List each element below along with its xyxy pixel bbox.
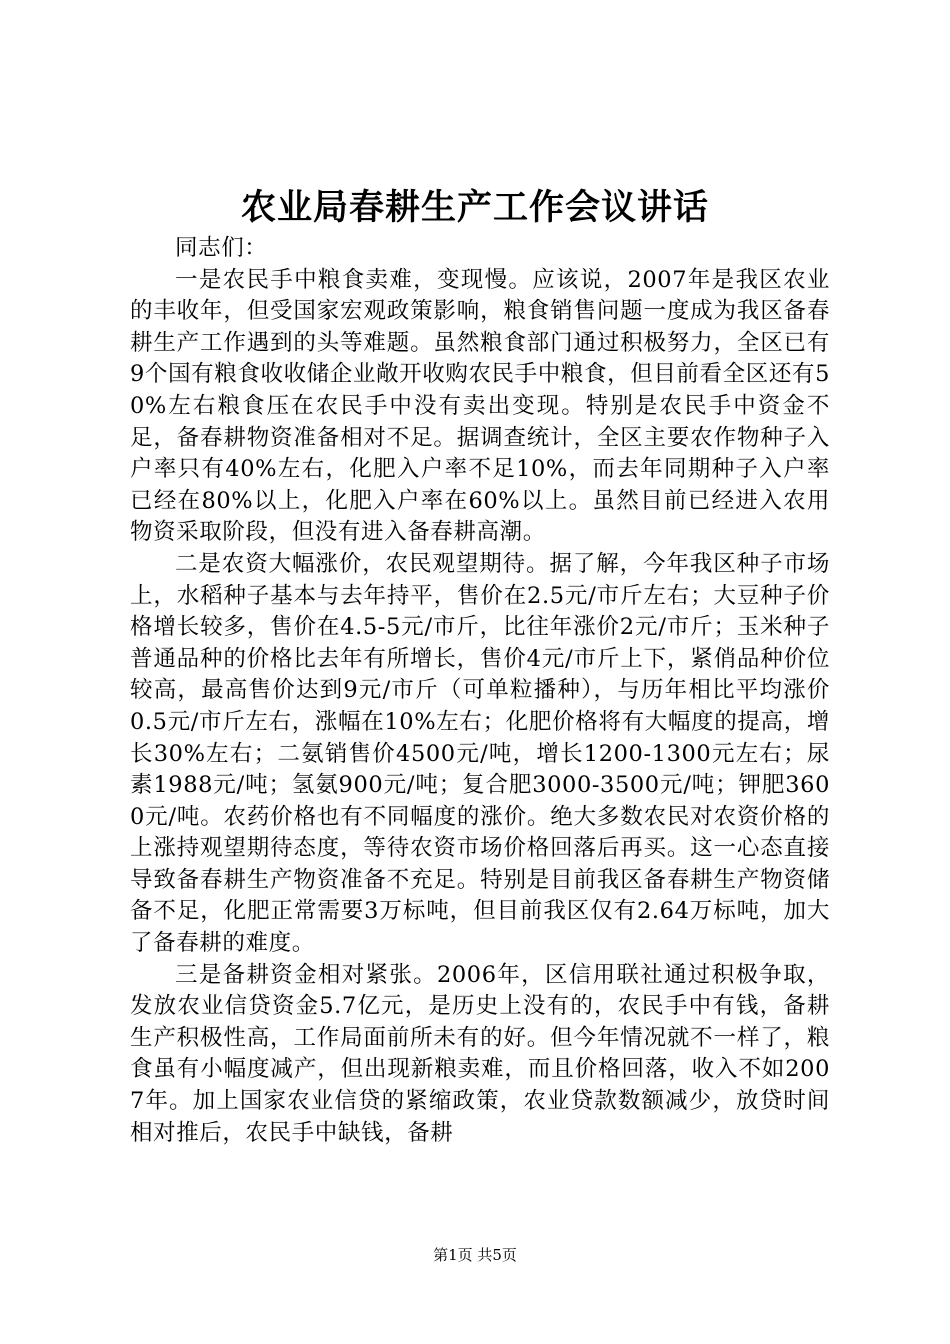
paragraph-2: 二是农资大幅涨价，农民观望期待。据了解，今年我区种子市场上，水稻种子基本与去年持平，售价在2.5元/市斤左右；大豆种子价格增长较多，售价在4.5-5元/市斤，比往年涨价2元/市斤；玉米种子普通品种的价格比去年有所增长，售价4元/市斤上下，紧俏品种价位较高，最高售价达到9元/市斤（可单粒播种），与历年相比平均涨价0.5元/市斤左右，涨幅在10%左右；化肥价格将有大幅度的提高，增长30%左右；二氨销售价4500元/吨，增长1200-1300元左右；尿素1988元/吨；氢氨900元/吨；复合肥3000-3500元/吨；钾肥3600元/吨。农药价格也有不同幅度的涨价。绝大多数农民对农资价格的上涨持观望期待态度，等待农资市场价格回落后再买。这一心态直接导致备春耕生产物资准备不充足。特别是目前我区备春耕生产物资储备不足，化肥正常需要3万标吨，但目前我区仅有2.64万标吨，加大了备春耕的难度。 [130, 550, 830, 957]
salutation: 同志们： [175, 235, 268, 261]
document-body [130, 233, 830, 1149]
page-footer: 第1页 共5页 [433, 1246, 517, 1264]
paragraph-3: 三是备耕资金相对紧张。2006年，区信用联社通过积极争取，发放农业信贷资金5.7亿元，是历史上没有的，农民手中有钱，备耕生产积极性高，工作局面前所未有的好。但今年情况就不一样了，粮食虽有小幅度减产，但出现新粮卖难，而且价格回落，收入不如2007年。加上国家农业信贷的紧缩政策，农业贷款数额减少，放贷时间相对推后，农民手中缺钱，备耕 [130, 961, 830, 1146]
paragraph-1: 一是农民手中粮食卖难，变现慢。应该说，2007年是我区农业的丰收年，但受国家宏观政策影响，粮食销售问题一度成为我区备春耕生产工作遇到的头等难题。虽然粮食部门通过积极努力，全区已有9个国有粮食收收储企业敞开收购农民手中粮食，但目前看全区还有50%左右粮食压在农民手中没有卖出变现。特别是农民手中资金不足，备春耕物资准备相对不足。据调查统计，全区主要农作物种子入户率只有40%左右，化肥入户率不足10%，而去年同期种子入户率已经在80%以上，化肥入户率在60%以上。虽然目前已经进入农用物资采取阶段，但没有进入备春耕高潮。 [130, 266, 830, 546]
document-title: 农业局春耕生产工作会议讲话 [240, 187, 709, 228]
